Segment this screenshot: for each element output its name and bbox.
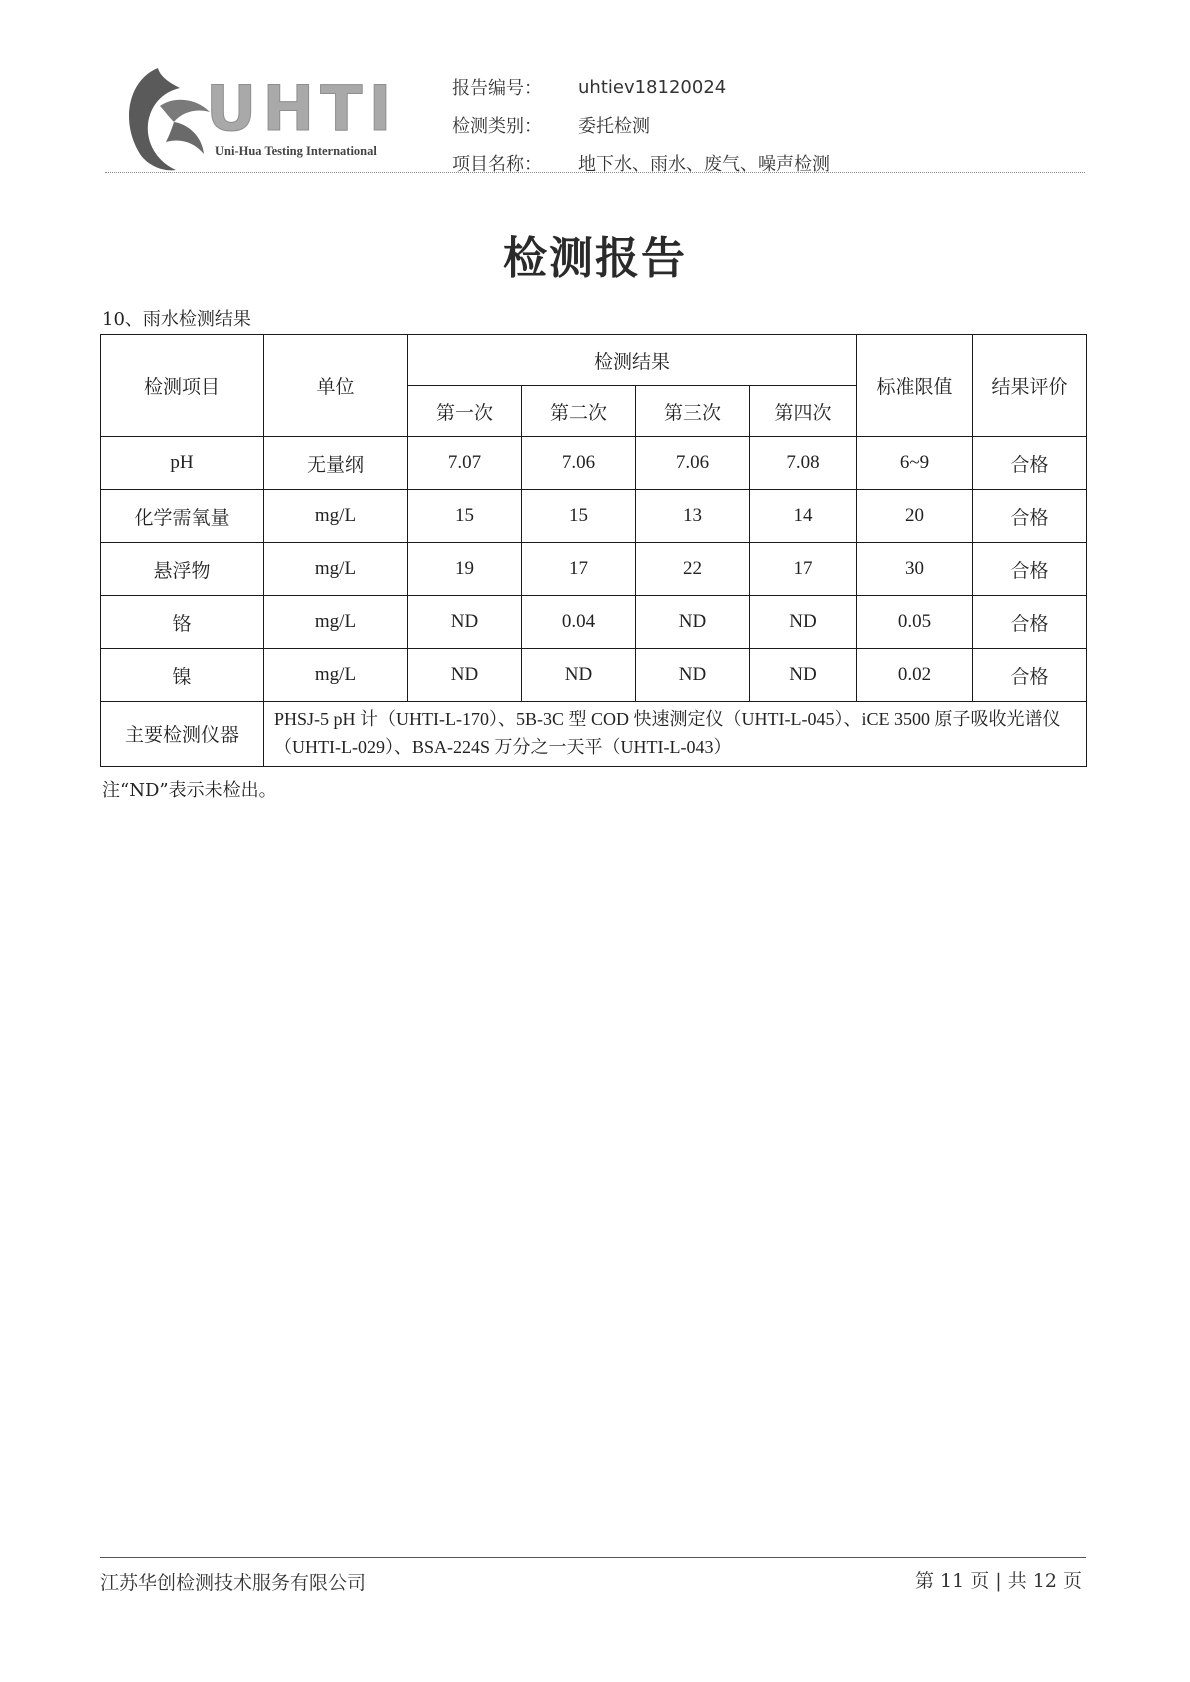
cell-round-3: ND <box>636 596 750 649</box>
logo-swirl-icon <box>118 62 218 174</box>
table-row <box>101 649 1087 702</box>
category-value: 委托检测 <box>578 116 650 137</box>
cell-round-1: 19 <box>408 543 522 596</box>
header-item: 检测项目 <box>101 335 264 437</box>
footer-divider <box>100 1557 1086 1558</box>
header-unit: 单位 <box>264 335 408 437</box>
table-row <box>101 490 1087 543</box>
cell-round-2: 0.04 <box>522 596 636 649</box>
cell-unit: mg/L <box>264 490 408 543</box>
cell-round-1: 15 <box>408 490 522 543</box>
report-meta <box>452 68 830 182</box>
cell-limit: 0.05 <box>857 596 973 649</box>
cell-limit: 0.02 <box>857 649 973 702</box>
header-evaluation: 结果评价 <box>973 335 1087 437</box>
header-results: 检测结果 <box>408 335 857 386</box>
cell-limit: 20 <box>857 490 973 543</box>
cell-item: pH <box>101 437 264 490</box>
header-round-3: 第三次 <box>636 386 750 437</box>
report-number-value: uhtiev18120024 <box>578 76 727 98</box>
category-row <box>452 106 830 144</box>
cell-round-2: 17 <box>522 543 636 596</box>
cell-round-1: 7.07 <box>408 437 522 490</box>
cell-round-2: 15 <box>522 490 636 543</box>
cell-round-1: ND <box>408 596 522 649</box>
footer-company: 江苏华创检测技术服务有限公司 <box>100 1572 367 1594</box>
project-label: 项目名称： <box>452 154 542 175</box>
cell-round-1: ND <box>408 649 522 702</box>
cell-evaluation: 合格 <box>973 543 1087 596</box>
cell-evaluation: 合格 <box>973 490 1087 543</box>
project-value: 地下水、雨水、废气、噪声检测 <box>578 154 830 175</box>
cell-round-4: 17 <box>750 543 857 596</box>
logo-subtitle: Uni-Hua Testing International <box>215 144 377 158</box>
instruments-value: PHSJ-5 pH 计（UHTI-L-170）、5B-3C 型 COD 快速测定仪（UHTI-L-045）、iCE 3500 原子吸收光谱仪（UHTI-L-029）、BSA-224S 万分之一天平（UHTI-L-043） <box>264 702 1087 767</box>
cell-round-3: ND <box>636 649 750 702</box>
cell-unit: mg/L <box>264 543 408 596</box>
logo-wordmark: UHTI <box>206 72 398 145</box>
cell-item: 镍 <box>101 649 264 702</box>
instruments-label: 主要检测仪器 <box>101 702 264 767</box>
table-header-row <box>101 335 1087 386</box>
cell-round-4: ND <box>750 649 857 702</box>
report-number-label: 报告编号： <box>452 78 542 99</box>
cell-round-4: 7.08 <box>750 437 857 490</box>
cell-unit: mg/L <box>264 649 408 702</box>
cell-unit: 无量纲 <box>264 437 408 490</box>
nd-note: 注“ND”表示未检出。 <box>102 780 277 801</box>
cell-round-4: ND <box>750 596 857 649</box>
header-round-1: 第一次 <box>408 386 522 437</box>
cell-item: 悬浮物 <box>101 543 264 596</box>
cell-unit: mg/L <box>264 596 408 649</box>
cell-limit: 6~9 <box>857 437 973 490</box>
cell-item: 化学需氧量 <box>101 490 264 543</box>
cell-round-3: 13 <box>636 490 750 543</box>
header-divider <box>105 172 1085 173</box>
cell-evaluation: 合格 <box>973 437 1087 490</box>
cell-round-2: 7.06 <box>522 437 636 490</box>
page-number: 第 11 页 | 共 12 页 <box>915 1570 1082 1592</box>
header-round-4: 第四次 <box>750 386 857 437</box>
header-limit: 标准限值 <box>857 335 973 437</box>
header-round-2: 第二次 <box>522 386 636 437</box>
cell-item: 铬 <box>101 596 264 649</box>
rainwater-results-table <box>100 334 1087 767</box>
table-row <box>101 543 1087 596</box>
section-heading: 10、雨水检测结果 <box>102 309 251 330</box>
page-title: 检测报告 <box>503 233 687 284</box>
cell-round-4: 14 <box>750 490 857 543</box>
cell-round-2: ND <box>522 649 636 702</box>
table-row <box>101 437 1087 490</box>
cell-round-3: 22 <box>636 543 750 596</box>
cell-limit: 30 <box>857 543 973 596</box>
category-label: 检测类别： <box>452 116 542 137</box>
cell-evaluation: 合格 <box>973 596 1087 649</box>
instruments-row <box>101 702 1087 767</box>
company-logo <box>118 62 408 174</box>
report-number-row <box>452 68 830 106</box>
project-row <box>452 144 830 182</box>
cell-evaluation: 合格 <box>973 649 1087 702</box>
table-row <box>101 596 1087 649</box>
cell-round-3: 7.06 <box>636 437 750 490</box>
